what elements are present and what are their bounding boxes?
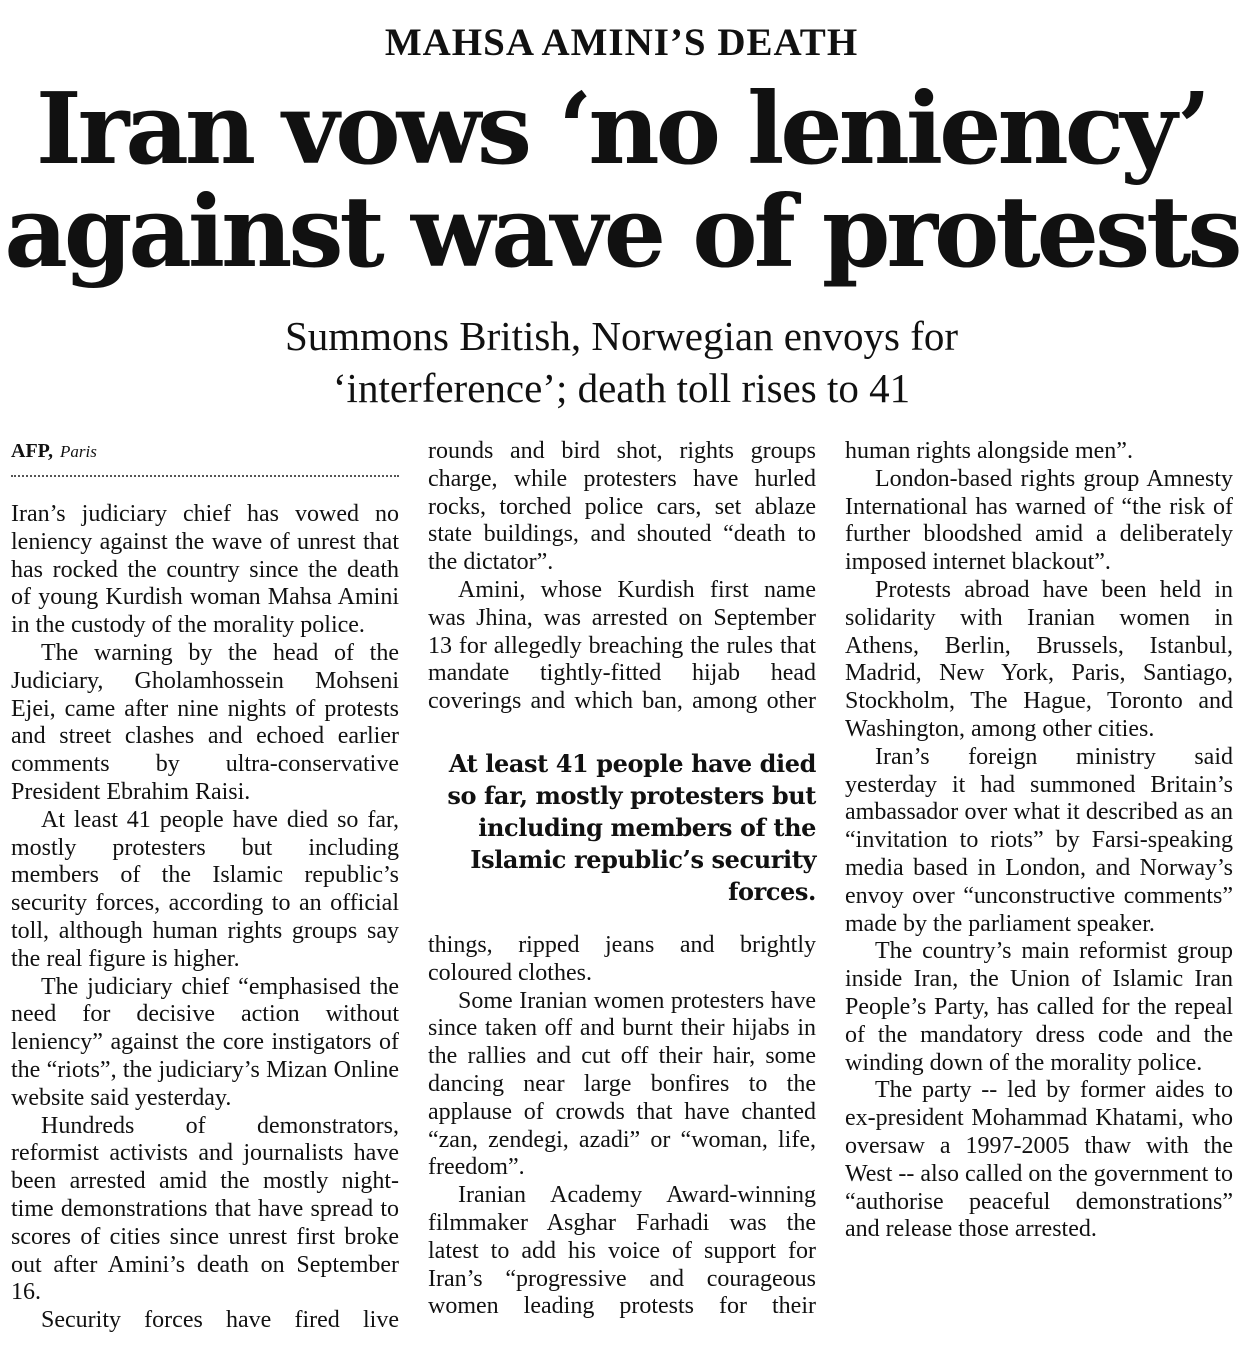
byline-agency: AFP, <box>11 440 54 462</box>
paragraph: The party -- led by former aides to ex-president Mohammad Khatami, who oversaw a 1997-2005 thaw with the West -- also called on the government to “authorise peaceful demonstrations” and release those arrested. <box>845 1077 1233 1243</box>
paragraph: things, ripped jeans and brightly coloured clothes. <box>428 931 816 986</box>
pull-quote: At least 41 people have died so far, mostly protesters but including members of the Islamic republic’s security forces. <box>447 748 816 906</box>
headline <box>0 72 1243 290</box>
paragraph: The warning by the head of the Judiciary, Gholamhossein Mohseni Ejei, came after nine nights of protests and street clashes and echoed earlier comments by ultra-conservative President Ebrahim Raisi. <box>11 639 399 805</box>
headline-line-1: Iran vows ‘no leniency’ <box>35 72 1208 187</box>
subheadline-line-2: ‘interference’; death toll rises to 41 <box>332 365 911 411</box>
byline-place: Paris <box>60 442 97 461</box>
paragraph: human rights alongside men”. <box>845 438 1133 464</box>
paragraph: Amini, whose Kurdish first name was Jhina, was arrested on September 13 for allegedly breaching the rules that mandate tightly-fitted hijab head coverings and which ban, among other <box>428 576 816 715</box>
subheadline <box>0 310 1243 414</box>
paragraph: At least 41 people have died so far, mostly protesters but including members of the Islamic republic’s security forces, according to an official toll, although human rights groups say the real figure is higher. <box>11 806 399 972</box>
article-column-3 <box>845 438 1233 1244</box>
section-kicker: MAHSA AMINI’S DEATH <box>384 21 859 64</box>
subheadline-line-1: Summons British, Norwegian envoys for <box>284 313 959 359</box>
article-column-1 <box>11 438 399 1335</box>
paragraph: rounds and bird shot, rights groups charge, while protesters have hurled rocks, torched police cars, set ablaze state buildings, and shouted “death to the dictator”. <box>428 438 816 576</box>
paragraph: Iranian Academy Award-winning filmmaker Asghar Farhadi was the latest to add his voice of support for Iran’s “progressive and courageous women leading protests for their <box>428 1182 816 1320</box>
paragraph: Some Iranian women protesters have since taken off and burnt their hijabs in the rallies and cut off their hair, some dancing near large bonfires to the applause of crowds that have chanted “zan, zendegi, azadi” or “woman, life, freedom”. <box>428 987 816 1181</box>
paragraph: Security forces have fired live <box>41 1307 399 1334</box>
paragraph: The judiciary chief “emphasised the need for decisive action without leniency” against the core instigators of the “riots”, the judiciary’s Mizan Online website said yesterday. <box>11 973 399 1111</box>
paragraph: Iran’s foreign ministry said yesterday it had summoned Britain’s ambassador over what it described as an “invitation to riots” by Farsi-speaking media based in London, and Norway’s envoy over “unconstructive comments” made by the parliament speaker. <box>845 743 1233 937</box>
byline <box>11 438 399 477</box>
paragraph: London-based rights group Amnesty International has warned of “the risk of further bloodshed amid a deliberately imposed internet blackout”. <box>845 465 1233 576</box>
paragraph: The country’s main reformist group inside Iran, the Union of Islamic Iran People’s Party, has called for the repeal of the mandatory dress code and the winding down of the morality police. <box>845 938 1233 1076</box>
paragraph: Protests abroad have been held in solidarity with Iranian women in Athens, Berlin, Brussels, Istanbul, Madrid, New York, Paris, Santiago, Stockholm, The Hague, Toronto and Washington, among other cities. <box>845 576 1233 742</box>
article-column-2 <box>428 438 816 1321</box>
headline-line-2: against wave of protests <box>4 175 1239 290</box>
paragraph: Iran’s judiciary chief has vowed no leniency against the wave of unrest that has rocked the country since the death of young Kurdish woman Mahsa Amini in the custody of the morality police. <box>11 501 399 639</box>
paragraph: Hundreds of demonstrators, reformist activists and journalists have been arrested amid the mostly night-time demonstrations that have spread to scores of cities since unrest first broke out after Amini’s death on September 16. <box>11 1112 399 1306</box>
